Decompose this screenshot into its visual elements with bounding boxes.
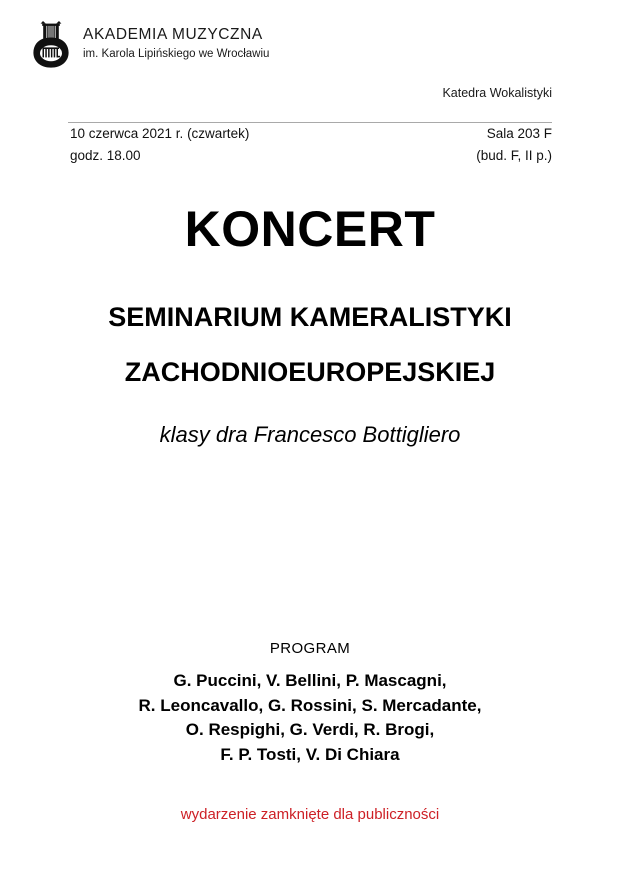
academy-patron: im. Karola Lipińskiego we Wrocławiu: [83, 47, 270, 60]
teacher-credit: klasy dra Francesco Bottigliero: [159, 422, 461, 447]
program-line: F. P. Tosti, V. Di Chiara: [220, 744, 400, 764]
department-label: Katedra Wokalistyki: [442, 86, 552, 100]
program-line: R. Leoncavallo, G. Rossini, S. Mercadante,: [138, 695, 482, 715]
event-date: 10 czerwca 2021 r. (czwartek): [70, 126, 250, 141]
event-meta: [70, 123, 552, 167]
program-heading: PROGRAM: [269, 640, 351, 657]
letterhead-text: [83, 24, 269, 62]
lyre-icon: [30, 17, 72, 69]
subtitle-line-1: SEMINARIUM KAMERALISTYKI: [108, 302, 512, 332]
program-list: [0, 669, 620, 768]
event-time: godz. 18.00: [70, 147, 141, 163]
closed-event-notice: wydarzenie zamknięte dla publiczności: [180, 806, 440, 823]
subtitle-line-2: ZACHODNIOEUROPEJSKIEJ: [124, 357, 496, 387]
event-location: [476, 123, 552, 167]
event-building: (bud. F, II p.): [476, 147, 552, 163]
letterhead: [30, 17, 269, 69]
program-line: G. Puccini, V. Bellini, P. Mascagni,: [173, 671, 447, 690]
academy-name: AKADEMIA MUZYCZNA: [83, 26, 263, 44]
title-block: [0, 201, 620, 447]
program-block: [0, 640, 620, 768]
event-room: Sala 203 F: [486, 126, 552, 141]
page-title: KONCERT: [184, 201, 436, 257]
program-line: O. Respighi, G. Verdi, R. Brogi,: [185, 720, 435, 740]
event-datetime: [70, 123, 249, 167]
